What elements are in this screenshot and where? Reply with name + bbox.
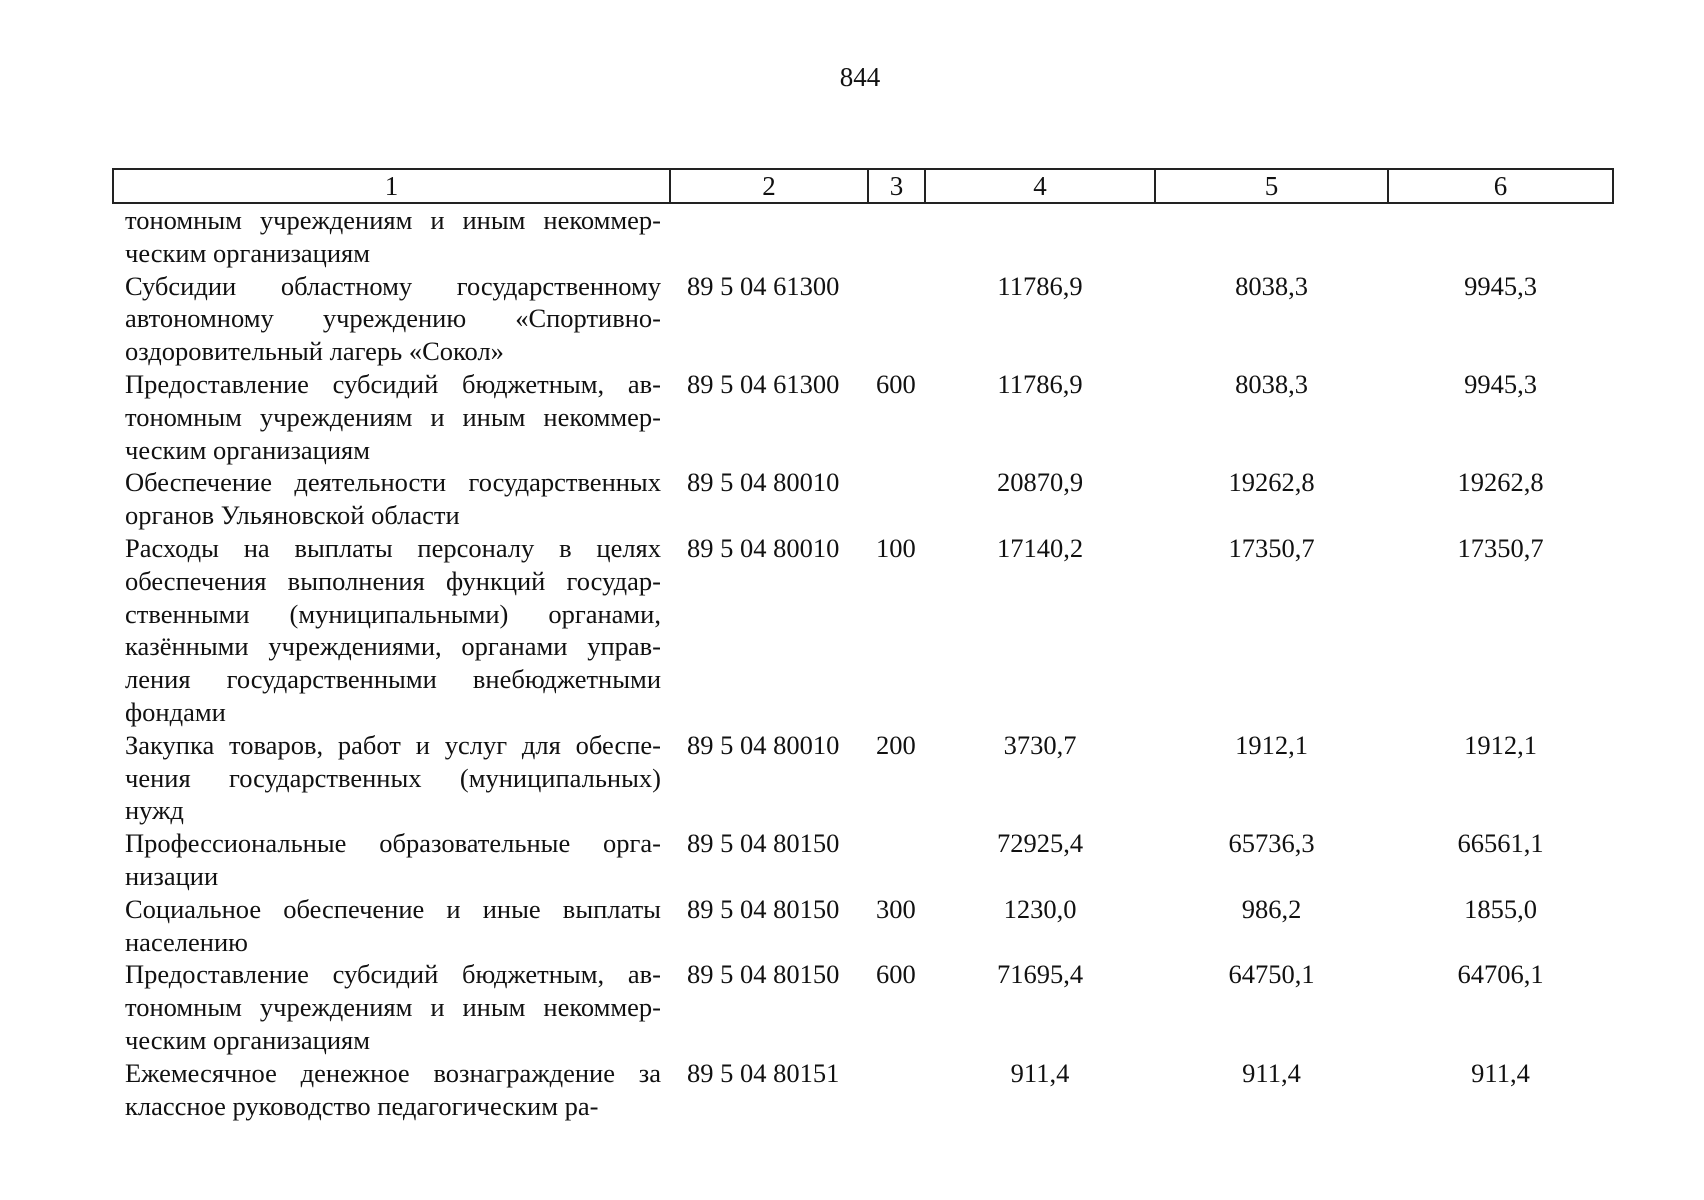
amount-col-6: 911,4 [1471,1057,1530,1088]
table-row [113,1057,1613,1123]
amount-col-4: 11786,9 [997,270,1083,301]
table-row [113,466,1613,532]
column-header: 2 [670,169,868,203]
table-row [113,203,1613,270]
column-header: 3 [868,169,925,203]
column-header: 1 [113,169,670,203]
amount-col-4: 3730,7 [1003,729,1077,760]
expense-name: тономным учреждениям и иным некоммерческим организациям [125,205,661,268]
budget-table [112,168,1614,1122]
amount-col-6: 1912,1 [1464,729,1537,760]
amount-col-4 [925,203,1155,270]
expense-type-code [868,1057,925,1123]
amount-col-4: 72925,4 [996,828,1084,859]
expense-type-code: 600 [876,368,916,399]
target-article-code: 89 5 04 80150 [687,893,840,924]
expense-name: Закупка товаров, работ и услуг для обеспечения государственных (муниципальных) нужд [125,729,661,826]
amount-col-6 [1388,203,1613,270]
table-row [113,532,1613,729]
expense-type-code [868,827,925,893]
amount-col-5: 65736,3 [1228,828,1315,859]
expense-name: Субсидии областному государственному автономному учреждению «Спортивно-оздоровительный лагерь «Сокол» [125,270,661,367]
expense-type-code: 300 [876,893,916,924]
table-row [113,368,1613,466]
amount-col-6: 66561,1 [1457,828,1544,859]
target-article-code: 89 5 04 61300 [687,368,840,399]
expense-name: Расходы на выплаты персоналу в целях обеспечения выполнения функций государственными (муниципальными) органами, казёнными учреждениями, органами управления государственными внебюджетными фондами [125,532,661,727]
expense-type-code [868,203,925,270]
column-header: 5 [1155,169,1388,203]
amount-col-4: 20870,9 [996,467,1084,498]
amount-col-6: 17350,7 [1457,532,1544,563]
expense-name: Социальное обеспечение и иные выплаты населению [125,893,661,957]
expense-name: Предоставление субсидий бюджетным, автономным учреждениям и иным некоммерческим организациям [125,368,661,465]
amount-col-5: 911,4 [1242,1057,1301,1088]
expense-type-code: 200 [876,729,916,760]
expense-type-code: 600 [876,959,916,990]
amount-col-6: 64706,1 [1457,959,1544,990]
expense-type-code [868,466,925,532]
column-header: 4 [925,169,1155,203]
amount-col-5: 64750,1 [1228,959,1315,990]
target-article-code [670,203,868,270]
target-article-code: 89 5 04 80150 [687,959,840,990]
expense-name: Профессиональные образовательные организации [125,828,661,891]
amount-col-5: 986,2 [1241,893,1302,924]
target-article-code: 89 5 04 80150 [687,828,840,859]
expense-name: Ежемесячное денежное вознаграждение за классное руководство педагогическим ра- [125,1057,661,1121]
amount-col-6: 9945,3 [1464,368,1537,399]
amount-col-5: 8038,3 [1235,270,1308,301]
amount-col-6: 1855,0 [1464,893,1537,924]
table-row [113,958,1613,1056]
amount-col-6: 9945,3 [1464,270,1537,301]
header-row [113,169,1613,203]
target-article-code: 89 5 04 80151 [687,1057,840,1088]
target-article-code: 89 5 04 80010 [687,467,840,498]
expense-type-code [868,270,925,368]
page-number: 844 [839,62,881,92]
target-article-code: 89 5 04 80010 [687,729,840,760]
amount-col-4: 71695,4 [996,959,1084,990]
amount-col-5: 17350,7 [1228,532,1315,563]
table-row [113,893,1613,959]
table-row [113,827,1613,893]
amount-col-4: 911,4 [1010,1057,1070,1088]
target-article-code: 89 5 04 61300 [687,270,840,301]
target-article-code: 89 5 04 80010 [687,532,840,563]
amount-col-5: 8038,3 [1235,368,1308,399]
amount-col-5: 19262,8 [1228,467,1315,498]
expense-name: Предоставление субсидий бюджетным, автономным учреждениям и иным некоммерческим организациям [125,959,661,1055]
expense-type-code: 100 [876,532,916,563]
table-row [113,270,1613,368]
table-row [113,729,1613,827]
amount-col-4: 1230,0 [1003,893,1077,924]
amount-col-4: 11786,9 [997,368,1083,399]
amount-col-6: 19262,8 [1457,467,1544,498]
amount-col-5 [1155,203,1388,270]
amount-col-5: 1912,1 [1235,729,1308,760]
amount-col-4: 17140,2 [996,532,1084,563]
expense-name: Обеспечение деятельности государственных органов Ульяновской области [125,467,661,531]
column-header: 6 [1388,169,1613,203]
